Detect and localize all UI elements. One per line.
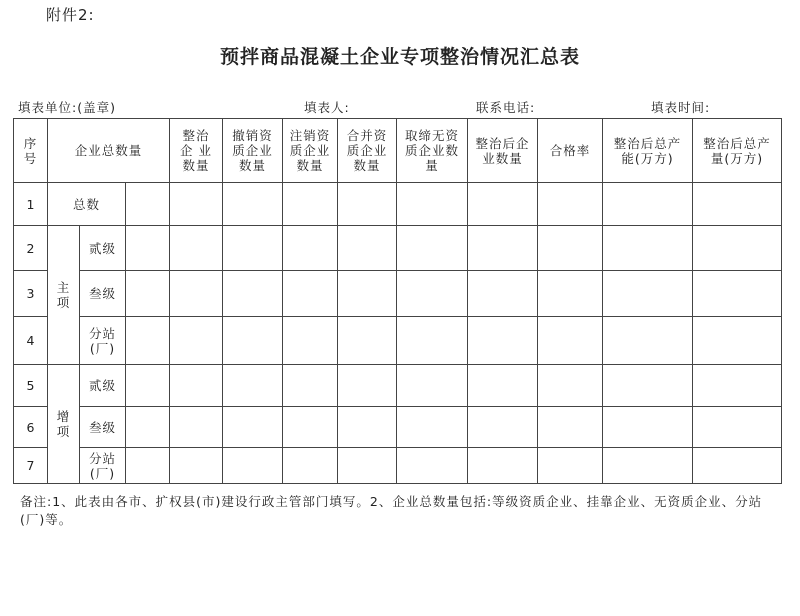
header-row bbox=[14, 119, 782, 183]
row-label-level3: 叁级 bbox=[80, 271, 126, 317]
row-label-branch: 分站 (厂) bbox=[80, 317, 126, 365]
data-cell[interactable] bbox=[283, 183, 338, 226]
table-row bbox=[14, 183, 782, 226]
data-cell[interactable] bbox=[603, 365, 693, 407]
data-cell[interactable] bbox=[170, 448, 223, 484]
data-cell[interactable] bbox=[603, 183, 693, 226]
data-cell[interactable] bbox=[283, 271, 338, 317]
data-cell[interactable] bbox=[126, 407, 170, 448]
data-cell[interactable] bbox=[397, 271, 468, 317]
data-cell[interactable] bbox=[223, 183, 283, 226]
data-cell[interactable] bbox=[397, 448, 468, 484]
data-cell[interactable] bbox=[538, 407, 603, 448]
data-cell[interactable] bbox=[126, 365, 170, 407]
header-capacity: 整治后总产 能(万方) bbox=[603, 119, 693, 183]
data-cell[interactable] bbox=[223, 448, 283, 484]
data-cell[interactable] bbox=[126, 448, 170, 484]
data-cell[interactable] bbox=[283, 317, 338, 365]
data-cell[interactable] bbox=[283, 448, 338, 484]
data-cell[interactable] bbox=[338, 407, 397, 448]
data-cell[interactable] bbox=[170, 365, 223, 407]
header-merge: 合并资 质企业 数量 bbox=[338, 119, 397, 183]
group-label-extra: 增 项 bbox=[48, 365, 80, 484]
data-cell[interactable] bbox=[170, 407, 223, 448]
header-cancel: 注销资 质企业 数量 bbox=[283, 119, 338, 183]
data-cell[interactable] bbox=[538, 365, 603, 407]
row-number: 5 bbox=[14, 365, 48, 407]
row-number: 2 bbox=[14, 226, 48, 271]
row-number: 1 bbox=[14, 183, 48, 226]
data-cell[interactable] bbox=[338, 226, 397, 271]
data-cell[interactable] bbox=[693, 317, 782, 365]
row-label-branch: 分站 (厂) bbox=[80, 448, 126, 484]
data-cell[interactable] bbox=[468, 365, 538, 407]
row-number: 3 bbox=[14, 271, 48, 317]
data-cell[interactable] bbox=[468, 407, 538, 448]
data-cell[interactable] bbox=[338, 183, 397, 226]
data-cell[interactable] bbox=[126, 271, 170, 317]
data-cell[interactable] bbox=[283, 226, 338, 271]
header-total-enterprises: 企业总数量 bbox=[48, 119, 170, 183]
header-rectify: 整治 企 业 数量 bbox=[170, 119, 223, 183]
table-row bbox=[14, 407, 782, 448]
data-cell[interactable] bbox=[170, 183, 223, 226]
data-cell[interactable] bbox=[538, 226, 603, 271]
data-cell[interactable] bbox=[223, 226, 283, 271]
meta-time: 填表时间: bbox=[651, 100, 711, 115]
header-after-count: 整治后企 业数量 bbox=[468, 119, 538, 183]
data-cell[interactable] bbox=[338, 365, 397, 407]
data-cell[interactable] bbox=[468, 271, 538, 317]
data-cell[interactable] bbox=[397, 317, 468, 365]
meta-filler: 填表人: bbox=[304, 100, 350, 115]
data-cell[interactable] bbox=[338, 448, 397, 484]
data-cell[interactable] bbox=[603, 448, 693, 484]
data-cell[interactable] bbox=[338, 317, 397, 365]
data-cell[interactable] bbox=[603, 407, 693, 448]
data-cell[interactable] bbox=[126, 183, 170, 226]
data-cell[interactable] bbox=[283, 365, 338, 407]
data-cell[interactable] bbox=[126, 317, 170, 365]
data-cell[interactable] bbox=[538, 448, 603, 484]
data-cell[interactable] bbox=[693, 271, 782, 317]
header-output: 整治后总产 量(万方) bbox=[693, 119, 782, 183]
row-label-level3: 叁级 bbox=[80, 407, 126, 448]
data-cell[interactable] bbox=[126, 226, 170, 271]
data-cell[interactable] bbox=[538, 317, 603, 365]
row-number: 7 bbox=[14, 448, 48, 484]
group-label-main: 主 项 bbox=[48, 226, 80, 365]
summary-table bbox=[13, 118, 782, 484]
row-label-level2: 贰级 bbox=[80, 365, 126, 407]
data-cell[interactable] bbox=[538, 271, 603, 317]
header-ban: 取缔无资 质企业数 量 bbox=[397, 119, 468, 183]
table-row bbox=[14, 448, 782, 484]
data-cell[interactable] bbox=[223, 407, 283, 448]
table-row bbox=[14, 226, 782, 271]
data-cell[interactable] bbox=[538, 183, 603, 226]
data-cell[interactable] bbox=[397, 183, 468, 226]
data-cell[interactable] bbox=[603, 271, 693, 317]
data-cell[interactable] bbox=[468, 183, 538, 226]
meta-unit: 填表单位:(盖章) bbox=[18, 100, 116, 115]
data-cell[interactable] bbox=[223, 317, 283, 365]
data-cell[interactable] bbox=[693, 365, 782, 407]
data-cell[interactable] bbox=[693, 407, 782, 448]
data-cell[interactable] bbox=[283, 407, 338, 448]
header-revoke: 撤销资 质企业 数量 bbox=[223, 119, 283, 183]
document-title: 预拌商品混凝土企业专项整治情况汇总表 bbox=[219, 46, 580, 68]
data-cell[interactable] bbox=[693, 183, 782, 226]
row-label-total: 总数 bbox=[48, 183, 126, 226]
data-cell[interactable] bbox=[468, 226, 538, 271]
row-label-level2: 贰级 bbox=[80, 226, 126, 271]
row-number: 4 bbox=[14, 317, 48, 365]
data-cell[interactable] bbox=[693, 448, 782, 484]
data-cell[interactable] bbox=[693, 226, 782, 271]
data-cell[interactable] bbox=[170, 226, 223, 271]
meta-phone: 联系电话: bbox=[476, 100, 536, 115]
data-cell[interactable] bbox=[468, 448, 538, 484]
data-cell[interactable] bbox=[397, 407, 468, 448]
table-row bbox=[14, 317, 782, 365]
data-cell[interactable] bbox=[397, 226, 468, 271]
table-row bbox=[14, 271, 782, 317]
row-number: 6 bbox=[14, 407, 48, 448]
data-cell[interactable] bbox=[468, 317, 538, 365]
data-cell[interactable] bbox=[223, 365, 283, 407]
data-cell[interactable] bbox=[603, 226, 693, 271]
table-row bbox=[14, 365, 782, 407]
annex-label: 附件2: bbox=[46, 6, 95, 24]
data-cell[interactable] bbox=[603, 317, 693, 365]
data-cell[interactable] bbox=[170, 317, 223, 365]
data-cell[interactable] bbox=[170, 271, 223, 317]
data-cell[interactable] bbox=[338, 271, 397, 317]
data-cell[interactable] bbox=[397, 365, 468, 407]
header-seq: 序 号 bbox=[14, 119, 48, 183]
header-pass-rate: 合格率 bbox=[538, 119, 603, 183]
footnote: 备注:1、此表由各市、扩权县(市)建设行政主管部门填写。2、企业总数量包括:等级资质企业、挂靠企业、无资质企业、分站(厂)等。 bbox=[20, 494, 763, 527]
data-cell[interactable] bbox=[223, 271, 283, 317]
